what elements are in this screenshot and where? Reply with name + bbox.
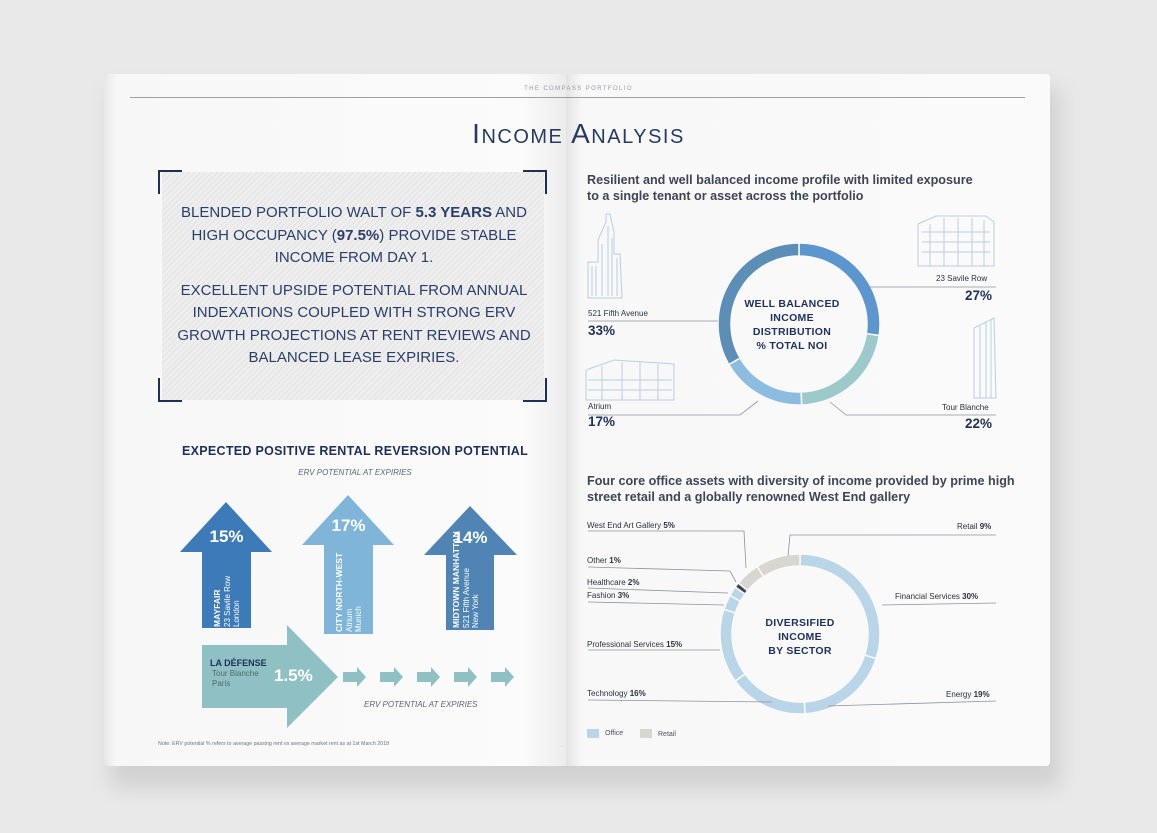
legend-swatch-retail [640, 729, 652, 738]
leader-atrium [588, 401, 758, 415]
leader-fashion [588, 602, 724, 605]
building-tour-blanche [974, 318, 996, 398]
erv-bottom-label: ERV POTENTIAL AT EXPIRIES [364, 700, 478, 709]
label-fifth-avenue: 521 Fifth Avenue [588, 309, 648, 318]
sector-segment-retail [757, 554, 800, 577]
noi-heading: Resilient and well balanced income profile with limited exposure to a single tenant or asset across the portfolio [587, 173, 973, 203]
label-retail: Retail 9% [957, 522, 992, 531]
reversion-heading: EXPECTED POSITIVE RENTAL REVERSION POTENTIAL [181, 444, 529, 458]
arrow-label-mayfair: MAYFAIR 23 Savile Row London [212, 575, 241, 627]
label-fashion: Fashion 3% [587, 591, 630, 600]
gutter-mark: · [561, 744, 563, 750]
noi-donut-center: WELL BALANCED INCOME DISTRIBUTION % TOTAL NOI [744, 298, 840, 352]
page-title: Income Analysis [472, 118, 685, 149]
pct-savile-row: 27% [965, 288, 993, 303]
pct-tour-blanche: 22% [965, 416, 993, 431]
pct-atrium: 17% [588, 414, 616, 429]
label-financial-services: Financial Services 30% [895, 592, 979, 601]
footnote: Note: ERV potential % refers to average passing rent vs average market rent as at 1st March 2018 [158, 741, 390, 747]
arrow-pct-midtown: 14% [453, 528, 488, 547]
leader-energy [828, 701, 996, 706]
arrow-pct-city-north-west: 17% [331, 516, 366, 535]
sector-heading: Four core office assets with diversity of income provided by prime high street retail and a globally renowned West End gallery [587, 474, 1015, 504]
arrow-pct-mayfair: 15% [209, 527, 244, 546]
label-tour-blanche: Tour Blanche [942, 403, 989, 412]
callout-paragraph-1: BLENDED PORTFOLIO WALT OF 5.3 YEARS AND HIGH OCCUPANCY (97.5%) PROVIDE STABLE INCOME FROM DAY 1. [181, 204, 527, 266]
arrow-label-midtown: MIDTOWN MANHATTAN 521 Fifth Avenue New York [451, 531, 480, 628]
la-defense-area: LA DÉFENSE [210, 658, 267, 668]
legend-office: Office [605, 730, 624, 737]
reversion-subheading: ERV POTENTIAL AT EXPIRIES [298, 468, 412, 477]
pct-fifth-avenue: 33% [588, 323, 616, 338]
label-technology: Technology 16% [587, 689, 646, 698]
leader-retail [788, 535, 996, 556]
label-savile-row: 23 Savile Row [936, 274, 988, 283]
leader-financial [882, 603, 996, 605]
building-atrium [586, 360, 674, 400]
noi-segment-atrium [729, 358, 802, 405]
sector-segment-technology [735, 674, 805, 714]
building-23-savile-row [918, 216, 994, 266]
arrow-label-city-north-west: CITY NORTH-WEST Atrium Munich [334, 552, 363, 632]
sector-segment-professional-services [720, 609, 745, 681]
sector-donut-center: DIVERSIFIED INCOME BY SECTOR [765, 617, 835, 657]
leader-technology [588, 700, 772, 702]
callout-paragraph-2: EXCELLENT UPSIDE POTENTIAL FROM ANNUAL INDEXATIONS COUPLED WITH STRONG ERV GROWTH PROJECTIONS AT RENT REVIEWS AND BALANCED LEASE EXPIRIES. [177, 281, 531, 366]
la-defense-pct: 1.5% [274, 666, 313, 685]
running-title: THE COMPASS PORTFOLIO [524, 86, 633, 92]
label-west-end-gallery: West End Art Gallery 5% [587, 521, 675, 530]
la-defense-location: Tour Blanche Paris [212, 669, 259, 688]
label-professional-services: Professional Services 15% [587, 640, 683, 649]
label-healthcare: Healthcare 2% [587, 578, 640, 587]
label-energy: Energy 19% [946, 690, 990, 699]
legend-retail: Retail [658, 731, 676, 738]
building-521-fifth-avenue [588, 214, 622, 298]
label-other: Other 1% [587, 556, 621, 565]
legend-swatch-office [587, 729, 599, 738]
label-atrium: Atrium [588, 402, 612, 411]
